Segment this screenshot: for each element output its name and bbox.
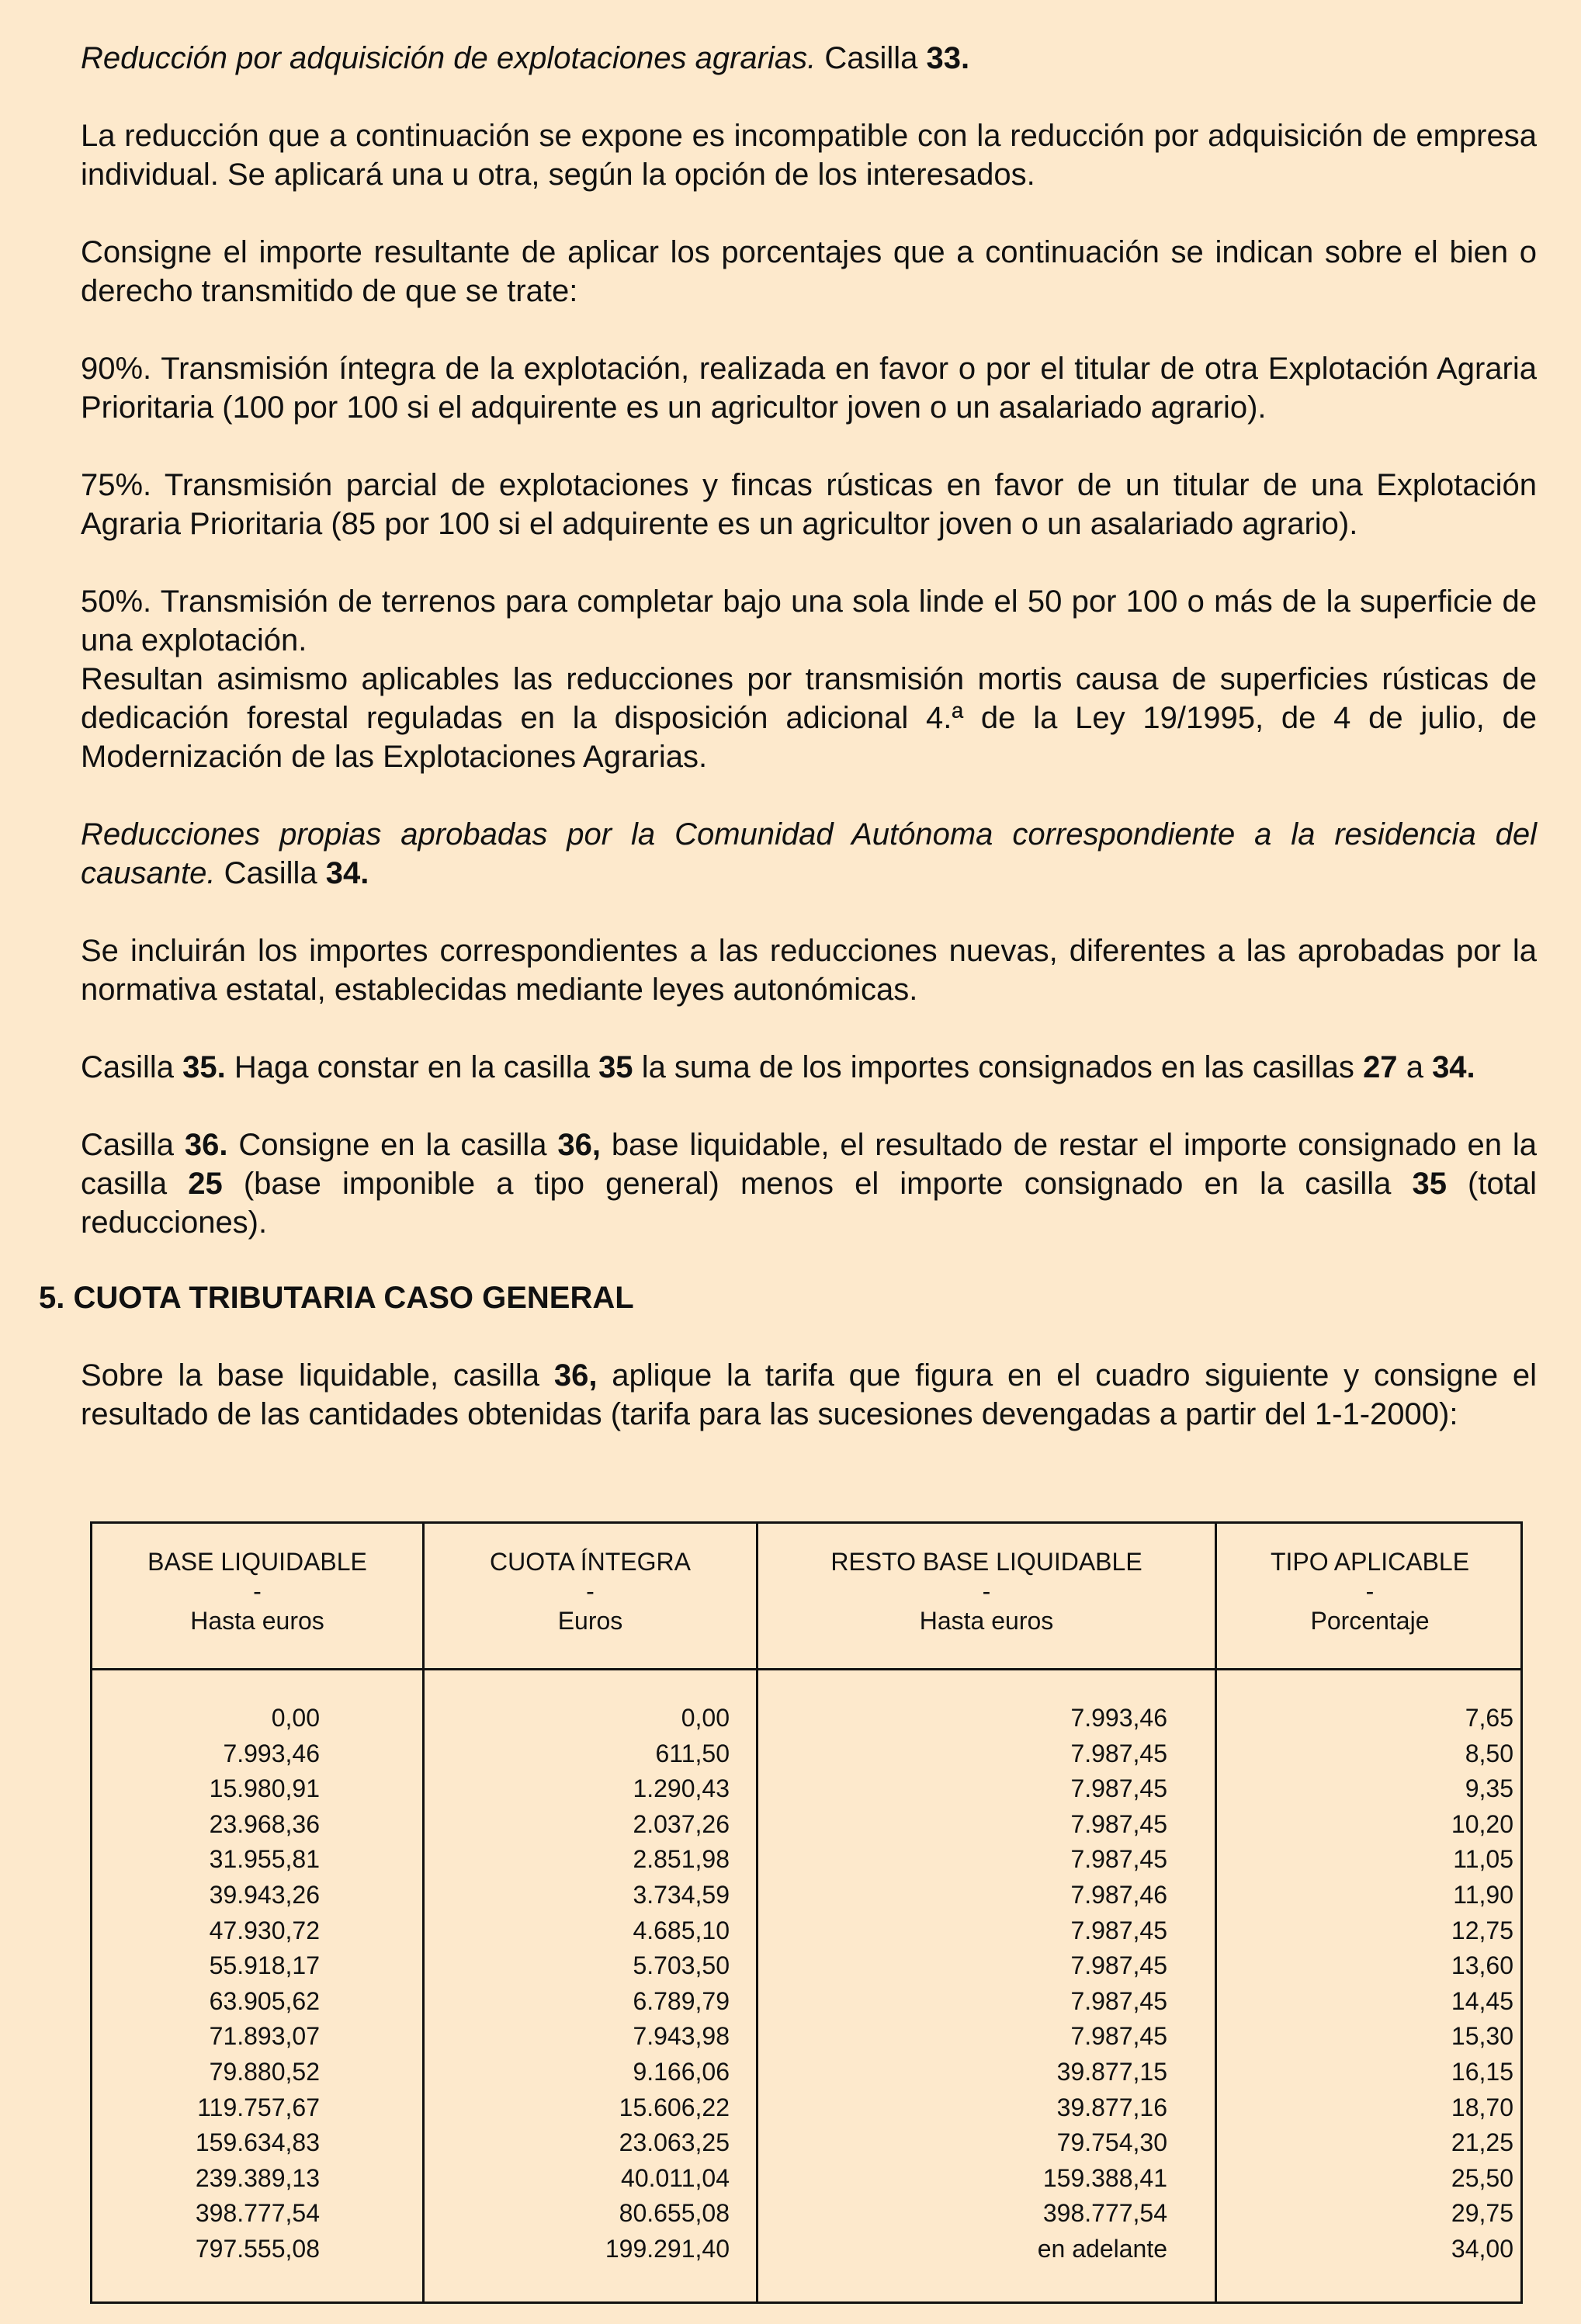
section-title: Reducción por adquisición de explotaciones agrarias. — [81, 41, 817, 75]
table-cell: 7.987,45 — [1070, 1739, 1167, 1767]
table-cell: 15.980,91 — [209, 1774, 320, 1803]
table-cell: 159.634,83 — [195, 2128, 320, 2157]
header-base-liquidable: BASE LIQUIDABLE - Hasta euros — [147, 1548, 367, 1635]
table-cell: 1.290,43 — [633, 1774, 730, 1803]
table-cell: 119.757,67 — [197, 2093, 320, 2121]
casilla-number: 33. — [926, 41, 970, 75]
paragraph-75-percent: 75%. Transmisión parcial de explotaciones y fincas rústicas en favor de un titular de una Explotación Agraria Prioritaria (85 por 100 si el adquirente es un agricultor joven o un asalariado agrario). — [81, 468, 1537, 541]
header-tipo-aplicable: TIPO APLICABLE - Porcentaje — [1270, 1548, 1470, 1635]
table-cell: 9,35 — [1465, 1774, 1513, 1803]
table-cell: 55.918,17 — [209, 1951, 320, 1980]
table-cell: 3.734,59 — [633, 1880, 730, 1909]
table-cell: 79.754,30 — [1056, 2128, 1167, 2157]
tarifa-table — [90, 1521, 1523, 2304]
table-cell: 2.851,98 — [633, 1845, 730, 1874]
table-cell: 47.930,72 — [209, 1916, 320, 1944]
table-cell: 7.987,45 — [1070, 2022, 1167, 2051]
table-cell: 12,75 — [1451, 1916, 1513, 1944]
column-tipo-aplicable — [1217, 1701, 1513, 2267]
table-cell: 7.943,98 — [633, 2022, 730, 2051]
table-cell: 7.987,45 — [1070, 1916, 1167, 1944]
table-cell: 159.388,41 — [1042, 2163, 1167, 2192]
section-title-casilla-34 — [81, 815, 1537, 893]
section-title-casilla-33 — [81, 39, 1537, 78]
table-cell: 797.555,08 — [195, 2234, 320, 2263]
paragraph-casilla-35: Casilla 35. Haga constar en la casilla 35 la suma de los importes consignados en las casillas 27 a 34. — [81, 1050, 1475, 1084]
table-cell: 71.893,07 — [209, 2022, 320, 2051]
table-cell: 398.777,54 — [1042, 2199, 1167, 2228]
table-cell: 7.987,45 — [1070, 1774, 1167, 1803]
table-cell: 31.955,81 — [209, 1845, 320, 1874]
table-cell: 398.777,54 — [195, 2199, 320, 2228]
table-cell: 23.063,25 — [619, 2128, 730, 2157]
paragraph-50-percent: 50%. Transmisión de terrenos para completar bajo una sola linde el 50 por 100 o más de la superficie de una explotación. — [81, 584, 1537, 657]
header-cuota-integra: CUOTA ÍNTEGRA - Euros — [490, 1548, 691, 1635]
table-cell: 23.968,36 — [209, 1809, 320, 1838]
table-cell: 7.987,45 — [1070, 1845, 1167, 1874]
table-cell: 13,60 — [1451, 1951, 1513, 1980]
column-resto-base — [758, 1701, 1167, 2267]
table-cell: 9.166,06 — [633, 2057, 730, 2086]
section-title: Reducciones propias aprobadas por la Comunidad Autónoma correspondiente a la residencia del causante. — [81, 817, 1537, 890]
table-cell: 16,15 — [1451, 2057, 1513, 2086]
casilla-label: Casilla — [224, 856, 317, 890]
table-cell: 39.877,15 — [1056, 2057, 1167, 2086]
table-cell: 199.291,40 — [605, 2234, 730, 2263]
table-cell: 7.993,46 — [1070, 1704, 1167, 1732]
header-resto-base: RESTO BASE LIQUIDABLE - Hasta euros — [830, 1548, 1142, 1635]
table-cell: 25,50 — [1451, 2163, 1513, 2192]
table-cell: 239.389,13 — [195, 2163, 320, 2192]
casilla-number: 34. — [325, 856, 369, 890]
column-cuota-integra — [425, 1701, 730, 2267]
table-cell: 80.655,08 — [619, 2199, 730, 2228]
paragraph-forestal: Resultan asimismo aplicables las reducciones por transmisión mortis causa de superficies rústicas de dedicación forestal reguladas en la disposición adicional 4.ª de la Ley 19/1995, de 4 de julio, de Modernización de las Explotaciones Agrarias. — [81, 662, 1537, 774]
table-cell: 7.993,46 — [223, 1739, 320, 1767]
header-divider — [92, 1668, 1520, 1670]
table-cell: 7,65 — [1465, 1704, 1513, 1732]
table-cell: 18,70 — [1451, 2093, 1513, 2121]
table-cell: 0,00 — [271, 1704, 320, 1732]
table-cell: 5.703,50 — [633, 1951, 730, 1980]
paragraph-incompatibility: La reducción que a continuación se expone es incompatible con la reducción por adquisición de empresa individual. Se aplicará una u otra, según la opción de los interesados. — [81, 119, 1537, 192]
table-cell: 4.685,10 — [633, 1916, 730, 1944]
table-cell: 7.987,45 — [1070, 1986, 1167, 2015]
table-cell: 34,00 — [1451, 2234, 1513, 2263]
section-heading: 5. CUOTA TRIBUTARIA CASO GENERAL — [39, 1281, 634, 1315]
table-cell: 40.011,04 — [621, 2163, 730, 2192]
table-cell: 15,30 — [1451, 2022, 1513, 2051]
table-cell: 63.905,62 — [209, 1986, 320, 2015]
table-cell: 8,50 — [1465, 1739, 1513, 1767]
paragraph-instructions: Consigne el importe resultante de aplicar los porcentajes que a continuación se indican sobre el bien o derecho transmitido de que se trate: — [81, 235, 1537, 308]
table-cell: 29,75 — [1451, 2199, 1513, 2228]
table-cell: 15.606,22 — [619, 2093, 730, 2121]
paragraph-autonomic: Se incluirán los importes correspondientes a las reducciones nuevas, diferentes a las aprobadas por la normativa estatal, establecidas mediante leyes autonómicas. — [81, 934, 1537, 1007]
paragraph-tarifa: Sobre la base liquidable, casilla 36, aplique la tarifa que figura en el cuadro siguiente y consigne el resultado de las cantidades obtenidas (tarifa para las sucesiones devengadas a partir del 1-1-2000): — [81, 1358, 1537, 1431]
table-cell: 6.789,79 — [633, 1986, 730, 2015]
table-cell: 11,05 — [1453, 1845, 1513, 1874]
table-cell: 21,25 — [1451, 2128, 1513, 2157]
table-cell: 2.037,26 — [633, 1809, 730, 1838]
table-cell: 11,90 — [1453, 1880, 1513, 1909]
table-cell: 7.987,45 — [1070, 1809, 1167, 1838]
table-cell: 39.877,16 — [1056, 2093, 1167, 2121]
table-cell: 7.987,45 — [1070, 1951, 1167, 1980]
table-cell: 0,00 — [681, 1704, 730, 1732]
table-cell: 79.880,52 — [209, 2057, 320, 2086]
table-cell: 10,20 — [1451, 1809, 1513, 1838]
table-cell: en adelante — [1037, 2234, 1167, 2263]
column-base-liquidable — [92, 1701, 320, 2267]
table-cell: 611,50 — [655, 1739, 730, 1767]
paragraph-casilla-36: Casilla 36. Consigne en la casilla 36, base liquidable, el resultado de restar el importe consignado en la casilla 25 (base imponible a tipo general) menos el importe consignado en la casilla 35 (total reducciones). — [81, 1128, 1538, 1240]
table-cell: 39.943,26 — [209, 1880, 320, 1909]
paragraph-90-percent: 90%. Transmisión íntegra de la explotación, realizada en favor o por el titular de otra Explotación Agraria Prioritaria (100 por 100 si el adquirente es un agricultor joven o un asalariado agrario). — [81, 352, 1537, 425]
casilla-label: Casilla — [824, 41, 918, 75]
table-cell: 14,45 — [1451, 1986, 1513, 2015]
table-cell: 7.987,46 — [1070, 1880, 1167, 1909]
